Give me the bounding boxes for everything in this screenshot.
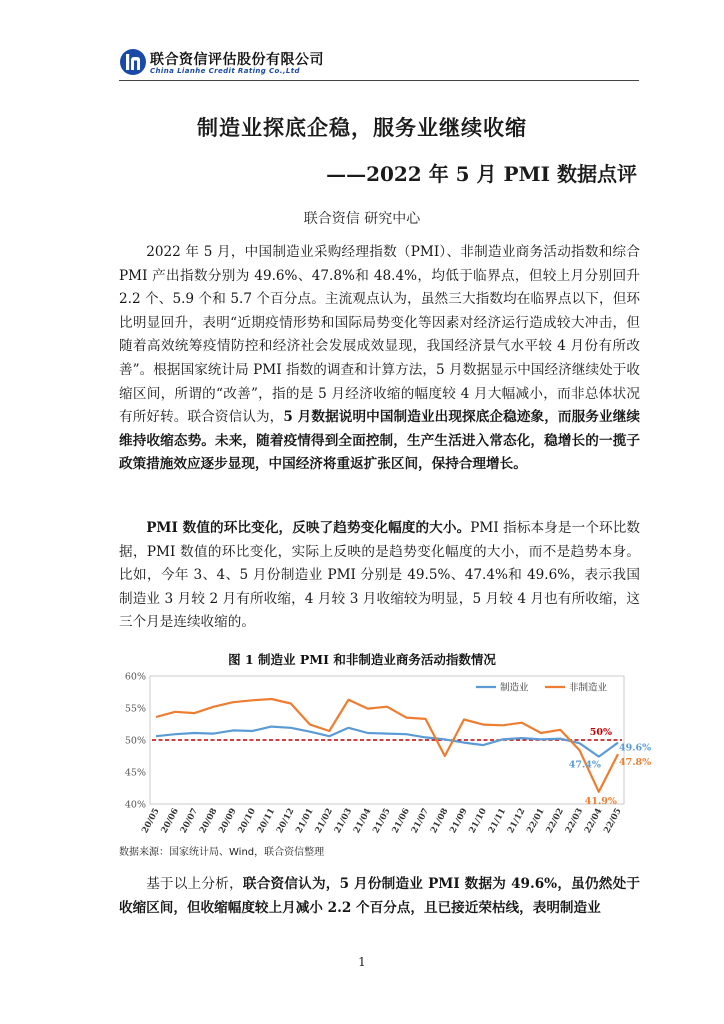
data-label: 47.8% <box>619 757 652 769</box>
figure-source: 数据来源：国家统计局、Wind，联合资信整理 <box>119 847 325 858</box>
author-line: 联合资信 研究中心 <box>303 211 421 227</box>
y-tick-label: 60% <box>124 671 146 683</box>
x-tick-label: 20/11 <box>255 806 278 836</box>
x-tick-label: 20/08 <box>198 806 220 836</box>
x-tick-label: 22/02 <box>544 806 566 836</box>
series-line-non-manufacturing <box>156 699 618 792</box>
x-tick-label: 21/12 <box>506 806 528 836</box>
x-tick-label: 22/04 <box>583 806 605 836</box>
x-tick-label: 21/06 <box>390 806 412 836</box>
company-name-cn: 联合资信评估股份有限公司 <box>150 52 324 68</box>
legend-label: 制造业 <box>500 682 529 694</box>
paragraph-3 <box>119 873 640 920</box>
x-tick-label: 21/04 <box>352 806 374 836</box>
data-label: 49.6% <box>619 742 652 754</box>
y-tick-label: 40% <box>124 799 146 811</box>
x-tick-label: 21/05 <box>371 806 393 836</box>
x-tick-label: 22/03 <box>563 806 586 836</box>
x-tick-label: 21/09 <box>448 806 470 836</box>
x-tick-label: 20/07 <box>178 806 201 836</box>
data-label: 41.9% <box>584 795 617 807</box>
header-divider <box>119 80 639 81</box>
paragraph-1-emphasis: 5 月数据说明中国制造业出现探底企稳迹象，而服务业继续维持收缩态势。未来，随着疫情得到全面控制，生产生活进入常态化，稳增长的一揽子政策措施效应逐步显现，中国经济将重返扩张区间，保持合理增长。 <box>119 409 640 473</box>
y-tick-label: 45% <box>124 767 146 779</box>
figure-caption: 图 1 制造业 PMI 和非制造业商务活动指数情况 <box>228 652 496 667</box>
paragraph-1-text: 2022 年 5 月，中国制造业采购经理指数（PMI）、非制造业商务活动指数和综合 PMI 产出指数分别为 49.6%、47.8%和 48.4%，均低于临界点，但较上月分别回升 2.2 个、5.9 个和 5.7 个百分点。主流观点认为，虽然三大指数均在临界点以下，但环比明显回升，表明“近期疫情形势和国际局势变化等因素对经济运行造成较大冲击，但随着高效统筹疫情防控和经济社会发展成效显现，我国经济景气水平较 4 月份有所改善”。根据国家统计局 PMI 指数的调查和计算方法，5 月数据显示中国经济继续处于收缩区间，所谓的“改善”，指的是 5 月经济收缩的幅度较 4 月大幅减小，而非总体状况有所好转。联合资信认为， <box>119 244 640 426</box>
lianhe-logo-icon <box>119 48 147 76</box>
x-tick-label: 20/10 <box>236 806 258 836</box>
y-tick-label: 50% <box>124 735 146 747</box>
x-tick-label: 21/11 <box>486 806 509 836</box>
paragraph-3-text: 基于以上分析， <box>146 876 243 892</box>
x-tick-label: 21/10 <box>467 806 489 836</box>
page-number: 1 <box>358 955 366 969</box>
paragraph-2-emphasis: PMI 数值的环比变化，反映了趋势变化幅度的大小。 <box>146 520 471 536</box>
document-title: 制造业探底企稳，服务业继续收缩 <box>197 116 527 140</box>
reference-label: 50% <box>589 727 612 738</box>
paragraph-2 <box>119 517 640 635</box>
x-tick-label: 20/12 <box>275 806 297 836</box>
x-tick-label: 22/05 <box>602 806 624 836</box>
paragraph-3-emphasis: 联合资信认为，5 月份制造业 PMI 数据为 49.6%，虽仍然处于收缩区间，但收缩幅度较上月减小 2.2 个百分点，且已接近荣枯线，表明制造业 <box>119 876 640 916</box>
y-tick-label: 55% <box>124 703 146 715</box>
x-tick-label: 21/01 <box>294 806 316 836</box>
document-subtitle: ——2022 年 5 月 PMI 数据点评 <box>326 162 637 186</box>
x-tick-label: 22/01 <box>525 806 547 836</box>
paragraph-2-text: PMI 指标本身是一个环比数据，PMI 数值的环比变化，实际上反映的是趋势变化幅度的大小，而不是趋势本身。比如，今年 3、4、5 月份制造业 PMI 分别是 49.5%、47.4%和 49.6%，表示我国制造业 3 月较 2 月有所收缩，4 月较 3 月收缩较为明显，5 月较 4 月也有所收缩，这三个月是连续收缩的。 <box>119 520 640 631</box>
paragraph-1 <box>119 241 640 477</box>
x-tick-label: 21/03 <box>332 806 355 836</box>
x-tick-label: 21/07 <box>409 806 432 836</box>
data-label: 47.4% <box>568 759 601 771</box>
legend-label: 非制造业 <box>569 682 608 694</box>
company-name-en: China Lianhe Credit Rating Co.,Ltd <box>150 67 300 75</box>
pmi-line-chart <box>119 668 652 840</box>
x-tick-label: 20/05 <box>140 806 162 836</box>
x-tick-label: 21/08 <box>429 806 451 836</box>
x-tick-label: 21/02 <box>313 806 335 836</box>
x-tick-label: 20/09 <box>217 806 239 836</box>
x-tick-label: 20/06 <box>159 806 181 836</box>
